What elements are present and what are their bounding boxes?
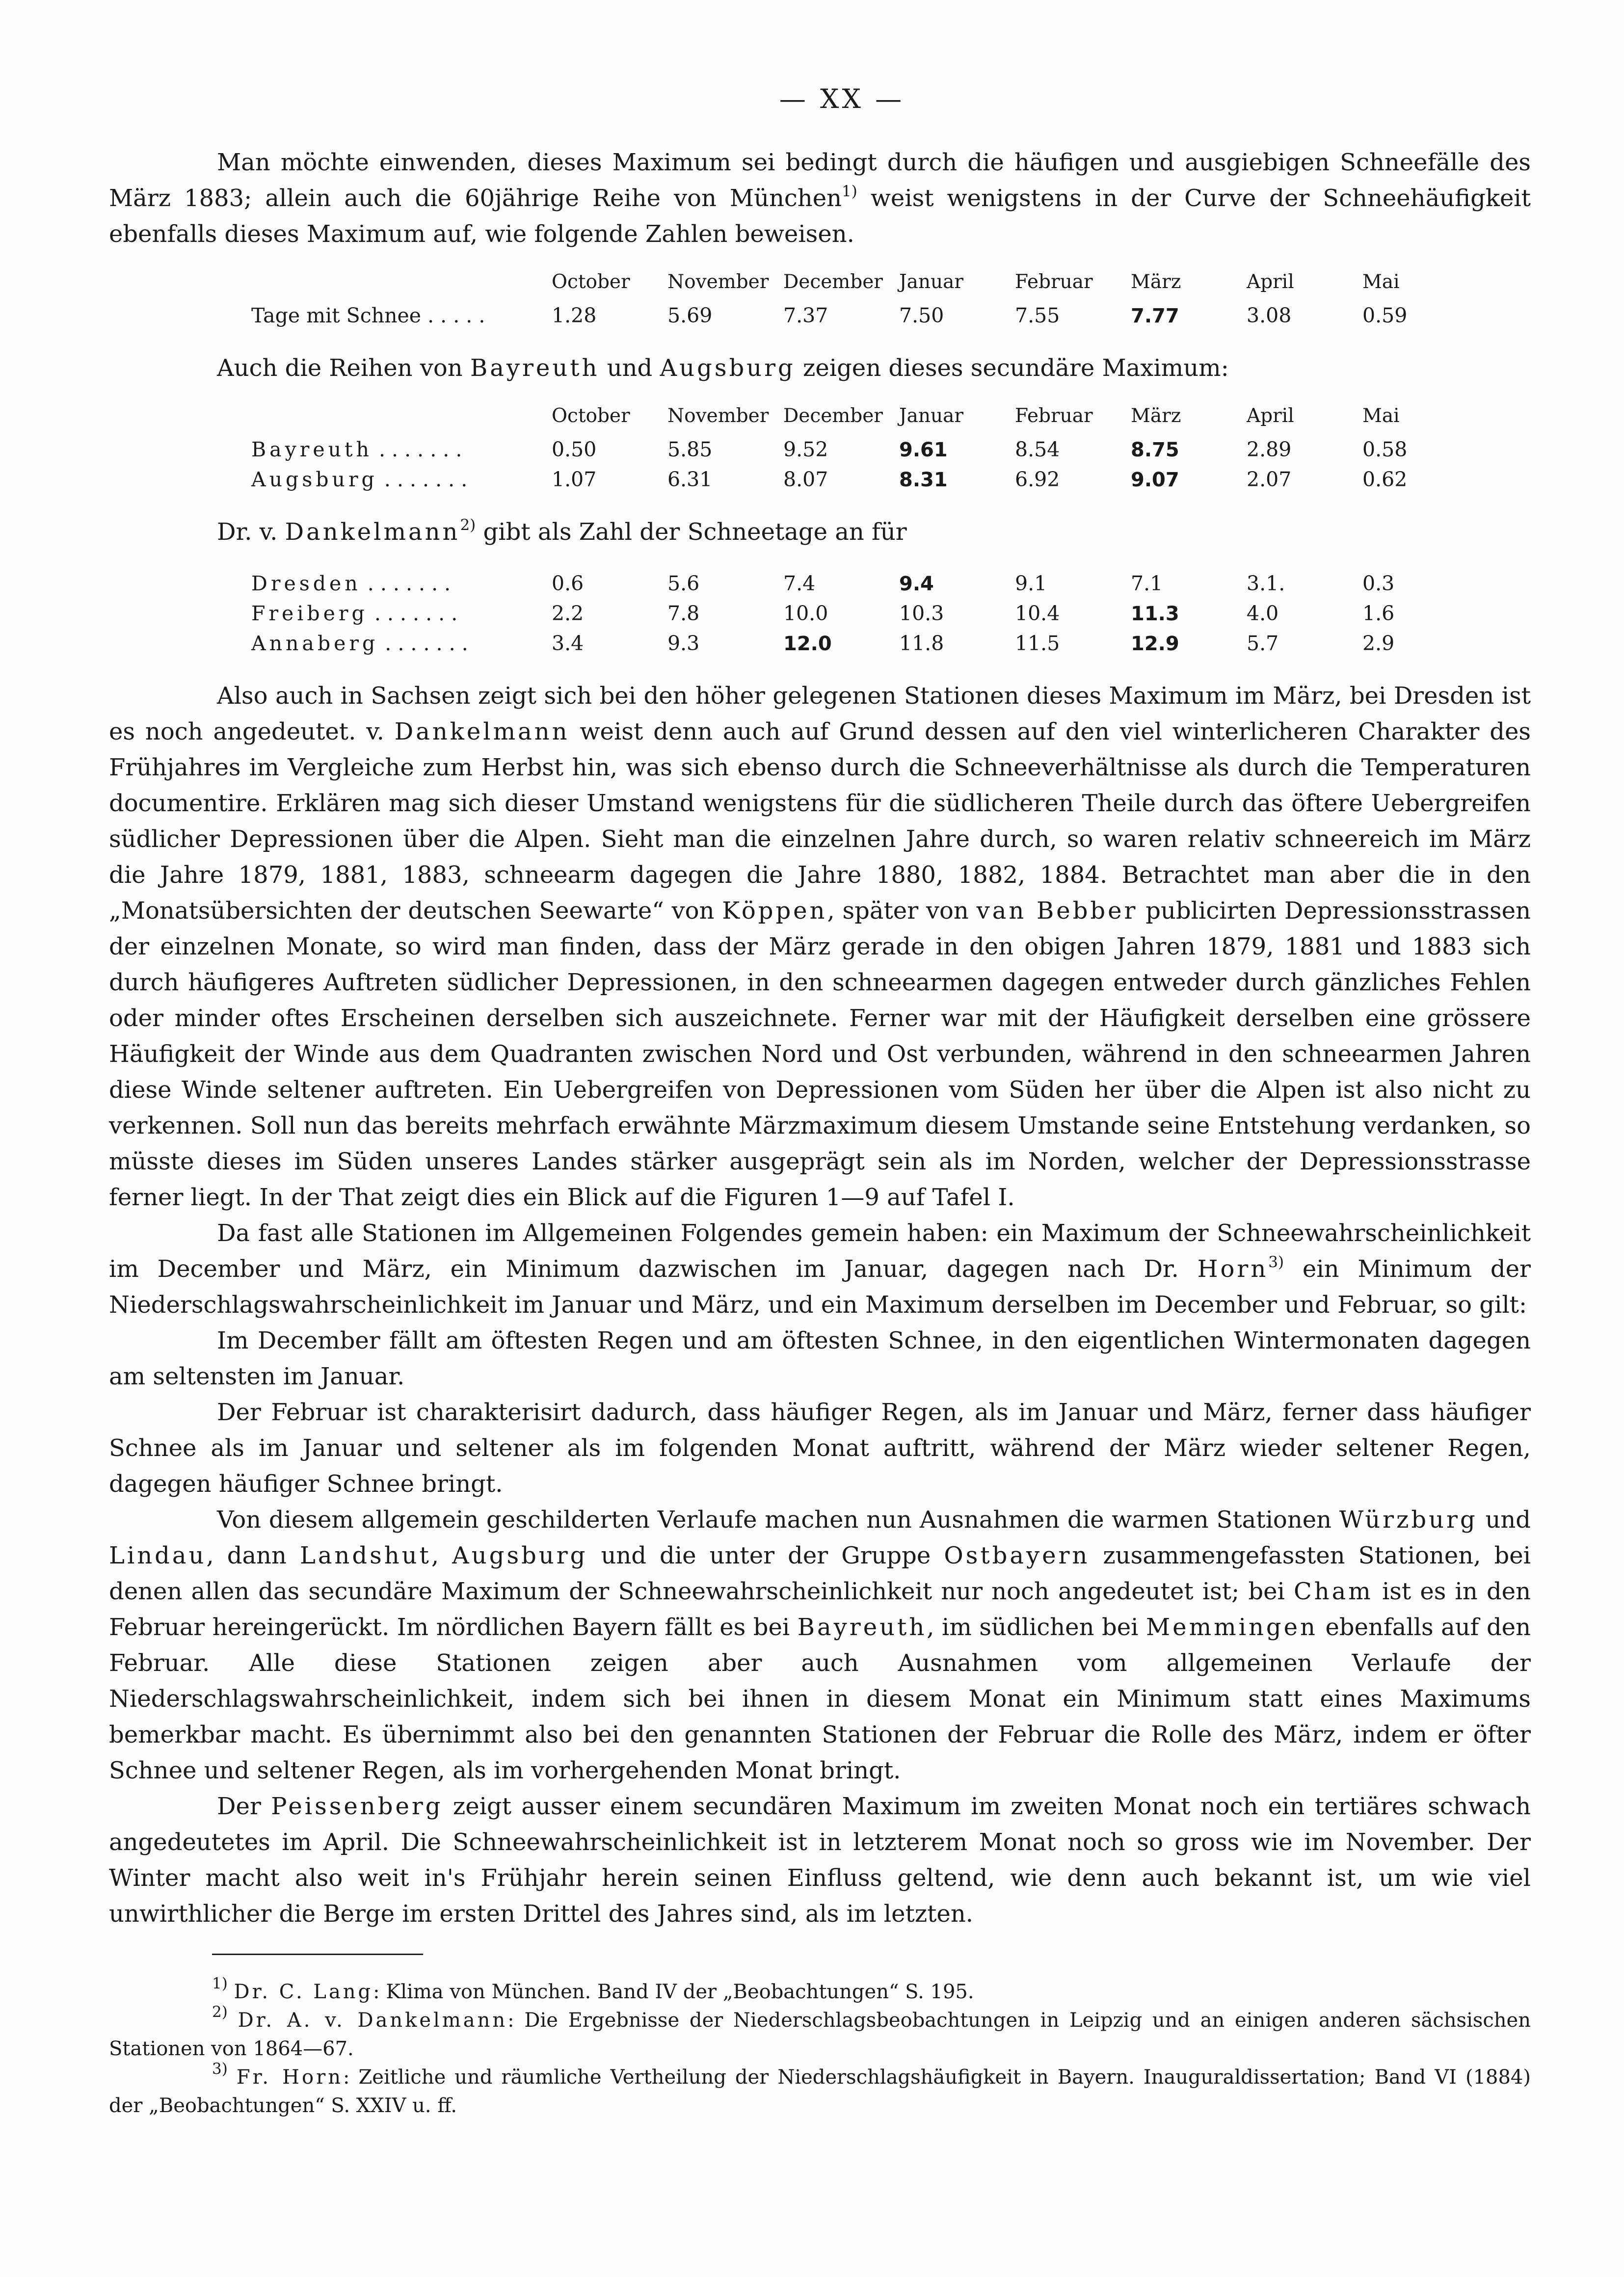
station-name: Peissenberg (271, 1793, 443, 1820)
table-cell: 4.0 (1247, 602, 1279, 625)
text-run: Also auch in Sachsen zeigt sich bei den höher gelegenen Stationen dieses Maximum im März, bei Dresden ist es noch angedeutet. v. (109, 682, 1531, 745)
paragraph-5 (109, 1216, 1531, 1323)
paragraph-1-tail: weist wenigstens in der Curve der Schneehäufigkeit ebenfalls dieses Maximum auf, wie folgende Zahlen beweisen. (109, 185, 1531, 248)
footnote-author: Fr. Horn (236, 2066, 343, 2089)
table-tage-mit-schnee (109, 271, 1531, 331)
table-row (109, 629, 1531, 659)
table-cell: 3.4 (552, 632, 584, 655)
text-run: ein Minimum der Niederschlagswahrscheinlichkeit im Januar und März, und ein Maximum derselben im December und Februar, so gilt: (109, 1255, 1531, 1319)
station-name: Ostbayern (944, 1542, 1090, 1569)
month-header: October (552, 271, 630, 293)
month-header: März (1131, 271, 1181, 293)
table-cell: 7.77 (1131, 305, 1179, 327)
month-header: Januar (899, 405, 964, 427)
row-label: Tage mit Schnee . . . . . (251, 304, 485, 327)
footnote-mark: 1) (212, 1975, 228, 1992)
paragraph-8 (109, 1502, 1531, 1789)
leader-dots: . . . . . . . (378, 438, 462, 461)
paragraph-1 (109, 145, 1531, 252)
station-name: Freiberg (251, 602, 368, 625)
paragraph-3 (109, 514, 1531, 550)
row-label (109, 569, 552, 598)
table-cell: 5.69 (667, 304, 713, 327)
footnotes (109, 1975, 1531, 2120)
table-cell: 0.62 (1362, 468, 1408, 491)
table-bayreuth-augsburg (109, 405, 1531, 495)
author-name: Dankelmann (285, 518, 460, 546)
month-header: October (552, 405, 630, 427)
paragraph-2 (109, 350, 1531, 386)
footnote-mark: 2) (212, 2003, 228, 2021)
station-name: Bayreuth (470, 354, 600, 382)
text-run: , (431, 1542, 453, 1569)
month-header: November (667, 405, 769, 427)
table-cell: 12.0 (783, 633, 832, 655)
table-cell: 9.52 (783, 438, 828, 461)
table-cell: 2.9 (1362, 632, 1395, 655)
table-sachsen-stations (109, 569, 1531, 659)
row-label (109, 599, 552, 628)
table-cell: 6.92 (1015, 468, 1060, 491)
paragraph-6: Im December fällt am öftesten Regen und am öftesten Schnee, in den eigentlichen Wintermonaten dagegen am seltensten im Januar. (109, 1327, 1531, 1390)
table-row (109, 465, 1531, 495)
month-header: Mai (1362, 271, 1400, 293)
station-name: Augsburg (251, 468, 378, 491)
row-label (109, 435, 552, 464)
table-cell: 2.07 (1247, 468, 1292, 491)
table-row (109, 435, 1531, 465)
month-header: December (783, 405, 883, 427)
month-header: Februar (1015, 271, 1093, 293)
table-cell: 5.6 (667, 572, 700, 595)
footnote-ref-1: 1) (842, 183, 857, 200)
text-run: , im südlichen bei (927, 1614, 1146, 1641)
paragraph-4 (109, 678, 1531, 1216)
footnote-2 (109, 2003, 1531, 2063)
text-run: publicirten Depressionsstrassen der einzelnen Monate, so wird man finden, dass der März gerade in den obigen Jahren 1879, 1881 und 1883 sich durch häufigeres Auftreten südlicher Depressionen, in den schneearmen dagegen entweder durch gänzliches Fehlen oder minder oftes Erscheinen derselben sich auszeichnete. Ferner war mit der Häufigkeit derselben eine grössere Häufigkeit der Winde aus dem Quadranten zwischen Nord und Ost verbunden, während in den schneearmen Jahren diese Winde seltener auftreten. Ein Uebergreifen von Depressionen vom Süden her über die Alpen ist also nicht zu verkennen. Soll nun das bereits mehrfach erwähnte Märzmaximum diesem Umstande seine Entstehung verdanken, so müsste dieses im Süden unseres Landes stärker ausgeprägt sein als im Norden, welcher der Depressionsstrasse ferner liegt. In der That zeigt dies ein Blick auf die Figuren 1—9 auf Tafel I. (109, 897, 1531, 1211)
table-row (109, 301, 1531, 331)
table-cell: 8.07 (783, 468, 828, 491)
station-name: Bayreuth (251, 438, 373, 461)
table-2-header (109, 405, 1531, 427)
table-cell: 0.6 (552, 572, 584, 595)
leader-dots: . . . . . . . (374, 602, 458, 625)
text-run: Der (217, 1793, 271, 1820)
footnote-1 (109, 1975, 1531, 2006)
month-header: April (1247, 405, 1294, 427)
table-cell: 11.8 (899, 632, 944, 655)
station-name: Augsburg (452, 1542, 588, 1569)
text-run: und (599, 354, 660, 382)
text-run: ebenfalls auf den Februar. Alle diese Stationen zeigen aber auch Ausnahmen vom allgemeinen Verlaufe der Niederschlagswahrscheinlichkeit, indem sich bei ihnen in diesem Monat ein Minimum statt eines Maximums bemerkbar macht. Es übernimmt also bei den genannten Stationen der Februar die Rolle des März, indem er öfter Schnee und seltener Regen, als im vorhergehenden Monat bringt. (109, 1614, 1531, 1784)
text-run: zeigt ausser einem secundären Maximum im zweiten Monat noch ein tertiäres schwach angedeutetes im April. Die Schneewahrscheinlichkeit ist in letzterem Monat noch so gross wie im November. Der Winter macht also weit in's Frühjahr herein seinen Einfluss geltend, wie denn auch bekannt ist, um wie viel unwirthlicher die Berge im ersten Drittel des Jahres sind, als im letzten. (109, 1793, 1531, 1928)
footnote-ref-3: 3) (1268, 1253, 1284, 1271)
row-label (109, 629, 552, 658)
table-cell: 9.07 (1131, 469, 1179, 491)
text-run: zeigen dieses secundäre Maximum: (795, 354, 1229, 382)
station-name: Lindau (109, 1542, 207, 1569)
month-header: Februar (1015, 405, 1093, 427)
table-cell: 9.61 (899, 439, 948, 461)
month-header: November (667, 271, 769, 293)
footnote-text: : Zeitliche und räumliche Vertheilung der Niederschlagshäufigkeit in Bayern. Inauguraldissertation; Band VI (1884) der „Beobachtungen“ S. XXIV u. ff. (109, 2066, 1531, 2117)
table-cell: 7.55 (1015, 304, 1060, 327)
table-cell: 7.4 (783, 572, 816, 595)
author-name: Dankelmann (394, 718, 570, 745)
text-run: ist es in den Februar hereingerückt. Im nördlichen Bayern fällt es bei (109, 1578, 1531, 1641)
footnote-text: : Klima von München. Band IV der „Beobachtungen“ S. 195. (373, 1981, 974, 2003)
table-cell: 9.3 (667, 632, 700, 655)
text-run: , später von (827, 897, 977, 925)
table-cell: 1.6 (1362, 602, 1395, 625)
table-cell: 10.0 (783, 602, 828, 625)
table-cell: 0.59 (1362, 304, 1408, 327)
text-run: und (1477, 1506, 1531, 1534)
text-run: und die unter der Gruppe (587, 1542, 944, 1569)
table-cell: 0.58 (1362, 438, 1408, 461)
paragraph-9 (109, 1789, 1531, 1932)
table-cell: 7.1 (1131, 572, 1163, 595)
table-cell: 10.3 (899, 602, 944, 625)
table-cell: 7.50 (899, 304, 944, 327)
month-header: Mai (1362, 405, 1400, 427)
table-cell: 8.54 (1015, 438, 1060, 461)
month-header: December (783, 271, 883, 293)
table-cell: 7.8 (667, 602, 700, 625)
text-run: Von diesem allgemein geschilderten Verlaufe machen nun Ausnahmen die warmen Stationen (217, 1506, 1339, 1534)
station-name: Cham (1294, 1578, 1373, 1605)
footnote-3 (109, 2060, 1531, 2120)
table-cell: 2.89 (1247, 438, 1292, 461)
paragraph-1-text: Man möchte einwenden, dieses Maximum sei bedingt durch die häufigen und ausgiebigen Schneefälle des März 1883; allein auch die 60jährige Reihe von München (109, 149, 1531, 212)
text-run: , dann (206, 1542, 300, 1569)
text-run: zusammengefassten Stationen, bei denen allen das secundäre Maximum der Schneewahrscheinlichkeit nur noch angedeutet ist; bei (109, 1542, 1531, 1605)
footnote-text: : Die Ergebnisse der Niederschlagsbeobachtungen in Leipzig und an einigen anderen sächsischen Stationen von 1864—67. (109, 2009, 1531, 2060)
text-run: Da fast alle Stationen im Allgemeinen Folgendes gemein haben: ein Maximum der Schneewahrscheinlichkeit im December und März, ein Minimum dazwischen im Januar, dagegen nach Dr. (109, 1219, 1531, 1283)
footnote-author: Dr. A. v. Dankelmann (238, 2009, 508, 2032)
footnote-ref-2: 2) (460, 516, 476, 534)
table-cell: 2.2 (552, 602, 584, 625)
row-label (109, 465, 552, 494)
table-cell: 11.3 (1131, 603, 1179, 625)
table-cell: 8.31 (899, 469, 948, 491)
table-row (109, 569, 1531, 599)
author-name: Horn (1197, 1255, 1269, 1283)
table-cell: 6.31 (667, 468, 713, 491)
table-cell: 9.1 (1015, 572, 1047, 595)
table-row (109, 599, 1531, 629)
page-number: — XX — (779, 83, 905, 114)
table-cell: 9.4 (899, 573, 934, 595)
month-header: April (1247, 271, 1294, 293)
table-1-header (109, 271, 1531, 293)
table-cell: 7.37 (783, 304, 828, 327)
footnote-divider (212, 1954, 423, 1955)
table-cell: 5.7 (1247, 632, 1279, 655)
station-name: Dresden (251, 572, 361, 595)
station-name: Annaberg (251, 632, 379, 655)
text-run: Dr. v. (217, 518, 285, 546)
leader-dots: . . . . . . . (385, 632, 468, 655)
month-header: Januar (899, 271, 964, 293)
table-cell: 12.9 (1131, 633, 1179, 655)
footnote-mark: 3) (212, 2060, 228, 2078)
station-name: Würzburg (1339, 1506, 1478, 1534)
table-cell: 0.50 (552, 438, 597, 461)
table-cell: 1.28 (552, 304, 597, 327)
station-name: Bayreuth (797, 1614, 927, 1641)
paragraph-7: Der Februar ist charakterisirt dadurch, dass häufiger Regen, als im Januar und März, ferner dass häufiger Schnee als im Januar und seltener als im folgenden Monat auftritt, während der März wieder seltener Regen, dagegen häufiger Schnee bringt. (109, 1399, 1531, 1498)
text-run: gibt als Zahl der Schneetage an für (476, 518, 907, 546)
leader-dots: . . . . . . . (367, 572, 451, 595)
table-cell: 3.08 (1247, 304, 1292, 327)
station-name: Landshut (299, 1542, 431, 1569)
table-cell: 1.07 (552, 468, 597, 491)
month-header: März (1131, 405, 1181, 427)
station-name: Memmingen (1146, 1614, 1318, 1641)
footnote-author: Dr. C. Lang (234, 1981, 373, 2003)
station-name: Augsburg (660, 354, 796, 382)
author-name: van Bebber (976, 897, 1138, 925)
table-cell: 11.5 (1015, 632, 1060, 655)
text-run: weist denn auch auf Grund dessen auf den viel winterlicheren Charakter des Frühjahres im Vergleiche zum Herbst hin, was sich ebenso durch die Schneeverhältnisse als durch die Temperaturen documentire. Erklären mag sich dieser Umstand wenigstens für die südlicheren Theile durch das öftere Uebergreifen südlicher Depressionen über die Alpen. Sieht man die einzelnen Jahre durch, so waren relativ schneereich im März die Jahre 1879, 1881, 1883, schneearm dagegen die Jahre 1880, 1882, 1884. Betrachtet man aber die in den „Monatsübersichten der deutschen Seewarte“ von (109, 718, 1531, 925)
table-cell: 5.85 (667, 438, 713, 461)
leader-dots: . . . . . . . (384, 468, 468, 491)
table-cell: 10.4 (1015, 602, 1060, 625)
table-cell: 8.75 (1131, 439, 1179, 461)
text-run: Auch die Reihen von (217, 354, 470, 382)
author-name: Köppen (722, 897, 827, 925)
table-cell: 0.3 (1362, 572, 1395, 595)
table-cell: 3.1. (1247, 572, 1285, 595)
